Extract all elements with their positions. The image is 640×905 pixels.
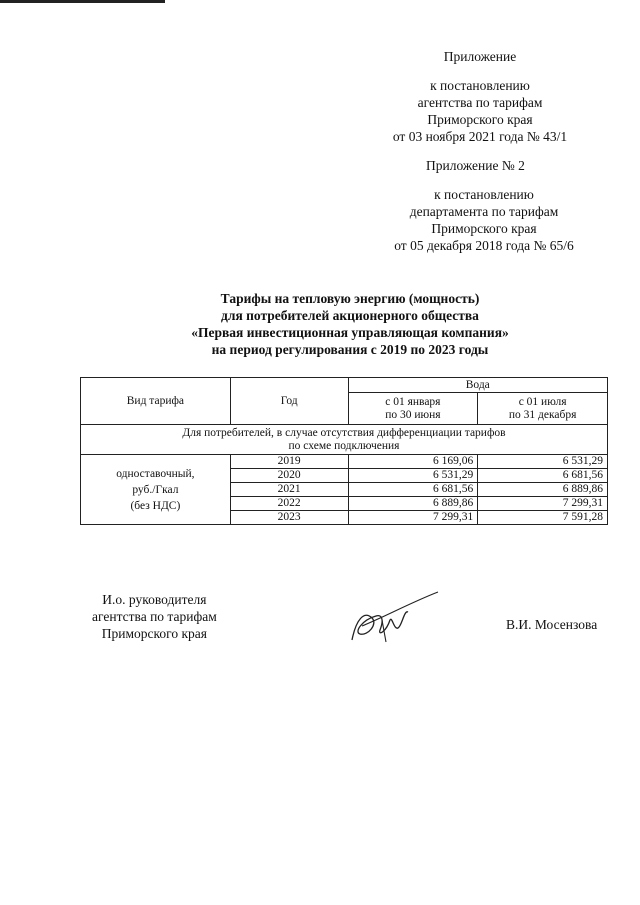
- header-tariff-type: Вид тарифа: [81, 378, 231, 425]
- appendix-2-line-1: Приложение № 2: [426, 158, 525, 173]
- tariff-rows: [81, 455, 608, 525]
- table-row: [81, 455, 608, 469]
- section-heading: Для потребителей, в случае отсутствия дифференциации тарифов по схеме подключения: [81, 425, 608, 455]
- title-line-4: на период регулирования с 2019 по 2023 годы: [211, 342, 489, 357]
- appendix-1-line-2: к постановлению: [430, 78, 530, 93]
- tariff-table: [80, 377, 608, 525]
- half-1-value-cell: 6 169,06: [348, 455, 478, 469]
- appendix-block-2: [370, 157, 598, 254]
- half-1-value-cell: 6 889,86: [348, 497, 478, 511]
- title-line-1: Тарифы на тепловую энергию (мощность): [220, 291, 480, 306]
- year-cell: 2021: [230, 483, 348, 497]
- half-2-value-cell: 6 531,29: [478, 455, 608, 469]
- header-half-1: с 01 января по 30 июня: [348, 393, 478, 425]
- half-2-value-cell: 6 889,86: [478, 483, 608, 497]
- half-2-value-cell: 6 681,56: [478, 469, 608, 483]
- header-half-2: с 01 июля по 31 декабря: [478, 393, 608, 425]
- half-2-value-cell: 7 591,28: [478, 511, 608, 525]
- half-1-value-cell: 6 531,29: [348, 469, 478, 483]
- year-cell: 2023: [230, 511, 348, 525]
- appendix-2-line-5: от 05 декабря 2018 года № 65/6: [394, 238, 574, 253]
- signatory-position: [92, 591, 217, 642]
- appendix-1-line-4: Приморского края: [427, 112, 533, 127]
- year-cell: 2019: [230, 455, 348, 469]
- header-water: Вода: [348, 378, 607, 393]
- scan-edge-mark: [0, 0, 165, 3]
- signatory-position-line-3: Приморского края: [101, 626, 207, 641]
- tariff-label: одноставочный, руб./Гкал (без НДС): [81, 455, 231, 525]
- signatory-position-line-1: И.о. руководителя: [102, 592, 207, 607]
- half-1-value-cell: 6 681,56: [348, 483, 478, 497]
- document-title: [80, 290, 620, 358]
- appendix-2-line-4: Приморского края: [431, 221, 537, 236]
- appendix-1-line-1: Приложение: [443, 49, 517, 64]
- title-line-3: «Первая инвестиционная управляющая компания»: [191, 325, 509, 340]
- handwritten-signature: [342, 590, 442, 650]
- header-year: Год: [230, 378, 348, 425]
- signatory-name: В.И. Мосензова: [506, 617, 598, 632]
- appendix-1-line-5: от 03 ноября 2021 года № 43/1: [392, 129, 568, 144]
- half-2-value-cell: 7 299,31: [478, 497, 608, 511]
- appendix-block-1: [360, 48, 600, 145]
- appendix-2-line-3: департамента по тарифам: [409, 204, 559, 219]
- half-1-value-cell: 7 299,31: [348, 511, 478, 525]
- signatory-position-line-2: агентства по тарифам: [92, 609, 217, 624]
- title-line-2: для потребителей акционерного общества: [221, 308, 479, 323]
- appendix-2-line-2: к постановлению: [434, 187, 534, 202]
- year-cell: 2020: [230, 469, 348, 483]
- year-cell: 2022: [230, 497, 348, 511]
- appendix-1-line-3: агентства по тарифам: [417, 95, 543, 110]
